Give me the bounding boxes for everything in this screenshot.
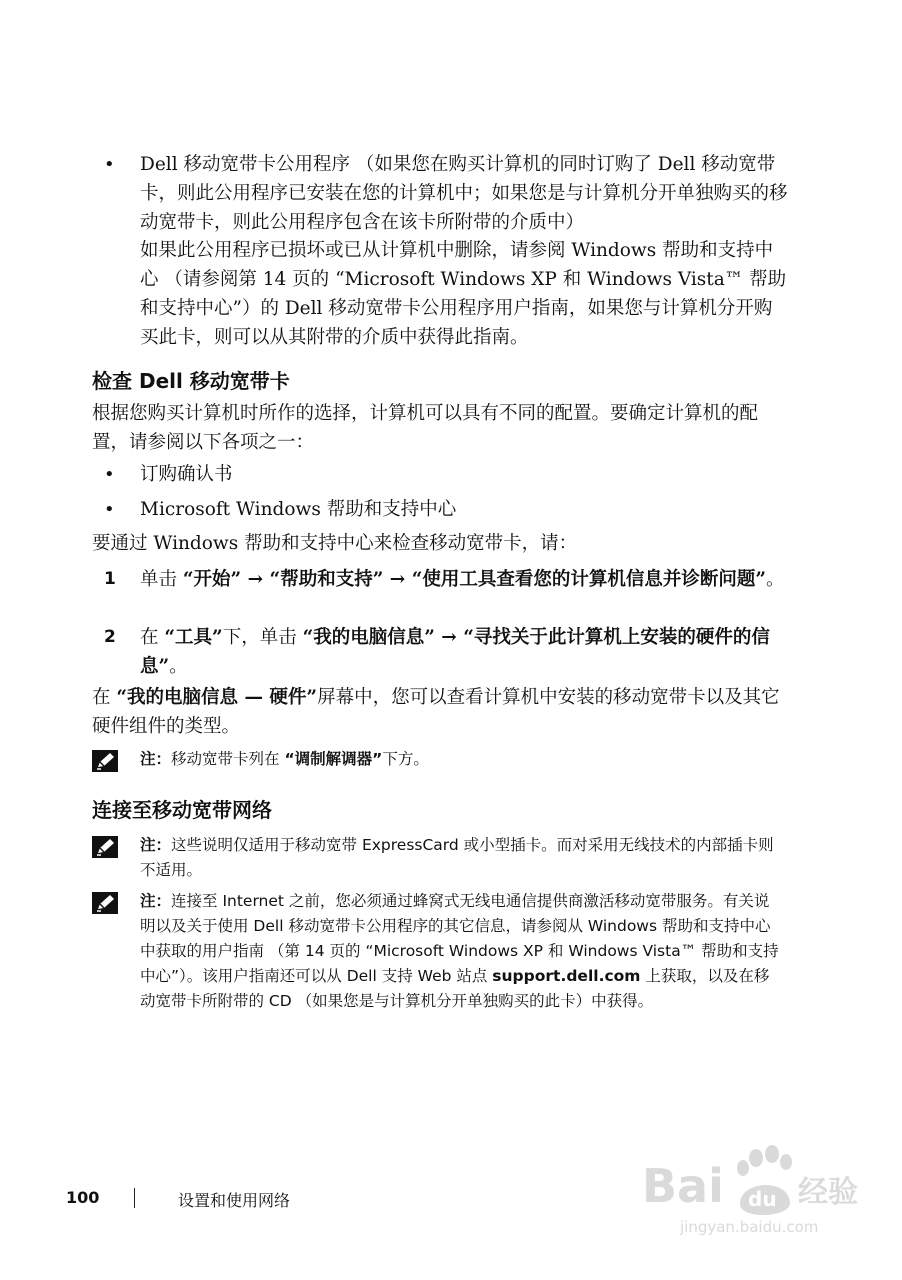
- note-text: [140, 747, 782, 772]
- list-item: [104, 460, 794, 489]
- note-body: 移动宽带卡列在: [171, 750, 285, 768]
- note-label: 注：: [140, 892, 172, 910]
- note-pencil-icon: [92, 892, 118, 914]
- paragraph-text: 屏幕中，您可以查看计算机中安装的移动宽带卡以及其它硬件组件的类型。: [92, 687, 780, 737]
- step-text-bold: “工具”: [164, 627, 223, 648]
- note-body: 这些说明仅适用于移动宽带 ExpressCard 或小型插卡。而对采用无线技术的内部插卡则不适用。: [140, 836, 774, 879]
- note-label: 注：: [140, 750, 172, 768]
- step-number: 1: [104, 569, 116, 589]
- note-body: 上获取，以及在移动宽带卡所附带的 CD （如果您是与计算机分开单独购买的此卡）中获得。: [140, 967, 770, 1010]
- watermark-suffix: 经验: [798, 1175, 858, 1210]
- note-expresscard: [92, 833, 782, 883]
- paragraph-text: 在: [92, 687, 117, 708]
- note-body: 下方。: [382, 750, 429, 768]
- step-text-bold: “我的电脑信息” → “寻找关于此计算机上安装的硬件的信息”: [140, 627, 770, 677]
- bullet-item: [104, 150, 794, 237]
- page-number: 100: [66, 1188, 100, 1207]
- footer-chapter-title: 设置和使用网络: [178, 1191, 291, 1210]
- step-number: 2: [104, 627, 116, 647]
- bullet-dot: •: [104, 464, 115, 485]
- watermark-url: jingyan.baidu.com: [680, 1218, 819, 1236]
- list-item-text: 订购确认书: [140, 464, 233, 485]
- step-text-plain: 单击: [140, 569, 183, 590]
- list-item: [104, 495, 794, 524]
- step-2: [104, 623, 794, 681]
- step-text-plain: 。: [169, 656, 188, 677]
- note-modem: [92, 747, 782, 772]
- section-heading-connect: 连接至移动宽带网络: [92, 798, 272, 822]
- bullet-followup-paragraph: 如果此公用程序已损坏或已从计算机中删除，请参阅 Windows 帮助和支持中心 （请参阅第 14 页的 “Microsoft Windows XP 和 Windows Vista™ 帮助和支持中心”）的 Dell 移动宽带卡公用程序用户指南，如果您与计算机分开购买此卡，则可以从其附带的介质中获得此指南。: [140, 240, 787, 348]
- step-1: [104, 565, 794, 594]
- step-text-bold: “开始” → “帮助和支持” → “使用工具查看您的计算机信息并诊断问题”: [182, 569, 767, 590]
- bullet-dot: •: [104, 499, 115, 520]
- step-text-plain: 下，单击: [222, 627, 303, 648]
- note-text: [140, 889, 782, 1014]
- step-text: [140, 623, 794, 681]
- baidu-watermark-logo: [640, 1140, 860, 1245]
- intro-paragraph: 根据您购买计算机时所作的选择，计算机可以具有不同的配置。要确定计算机的配置，请参阅以下各项之一：: [92, 403, 759, 453]
- step-text-plain: 在: [140, 627, 165, 648]
- list-item-text: Microsoft Windows 帮助和支持中心: [140, 499, 457, 520]
- paw-icon: [737, 1145, 792, 1215]
- note-text: [140, 833, 782, 883]
- lead-paragraph: 要通过 Windows 帮助和支持中心来检查移动宽带卡，请：: [92, 533, 578, 554]
- bullet-text: Dell 移动宽带卡公用程序 （如果您在购买计算机的同时订购了 Dell 移动宽带卡，则此公用程序已安装在您的计算机中；如果您是与计算机分开单独购买的移动宽带卡，则此公用程序包含在该卡所附带的介质中）: [140, 154, 788, 233]
- section-heading-check: 检查 Dell 移动宽带卡: [92, 369, 290, 393]
- note-body: 连接至 Internet 之前，您必须通过蜂窝式无线电通信提供商激活移动宽带服务。有关说明以及关于使用 Dell 移动宽带卡公用程序的其它信息，请参阅从 Windows 帮助和支持中心中获取的用户指南 （第 14 页的 “Microsoft Windows XP 和 Windows Vista™ 帮助和支持中心”）。该用户指南还可以从 Dell 支持 Web 站点: [140, 892, 779, 985]
- after-steps-paragraph: [92, 683, 792, 741]
- note-internet-activation: [92, 889, 782, 1014]
- svg-text:du: du: [748, 1187, 777, 1211]
- bullet-dot: •: [104, 154, 115, 175]
- note-pencil-icon: [92, 836, 118, 858]
- step-text: [140, 565, 794, 594]
- watermark-brand: Bai: [642, 1159, 724, 1213]
- note-pencil-icon: [92, 750, 118, 772]
- paragraph-bold: “我的电脑信息 — 硬件”: [116, 687, 318, 708]
- note-bold: “调制解调器”: [284, 750, 383, 768]
- support-link-text: support.dell.com: [492, 967, 641, 985]
- footer-divider: [134, 1188, 135, 1208]
- note-label: 注：: [140, 836, 172, 854]
- step-text-plain: 。: [766, 569, 785, 590]
